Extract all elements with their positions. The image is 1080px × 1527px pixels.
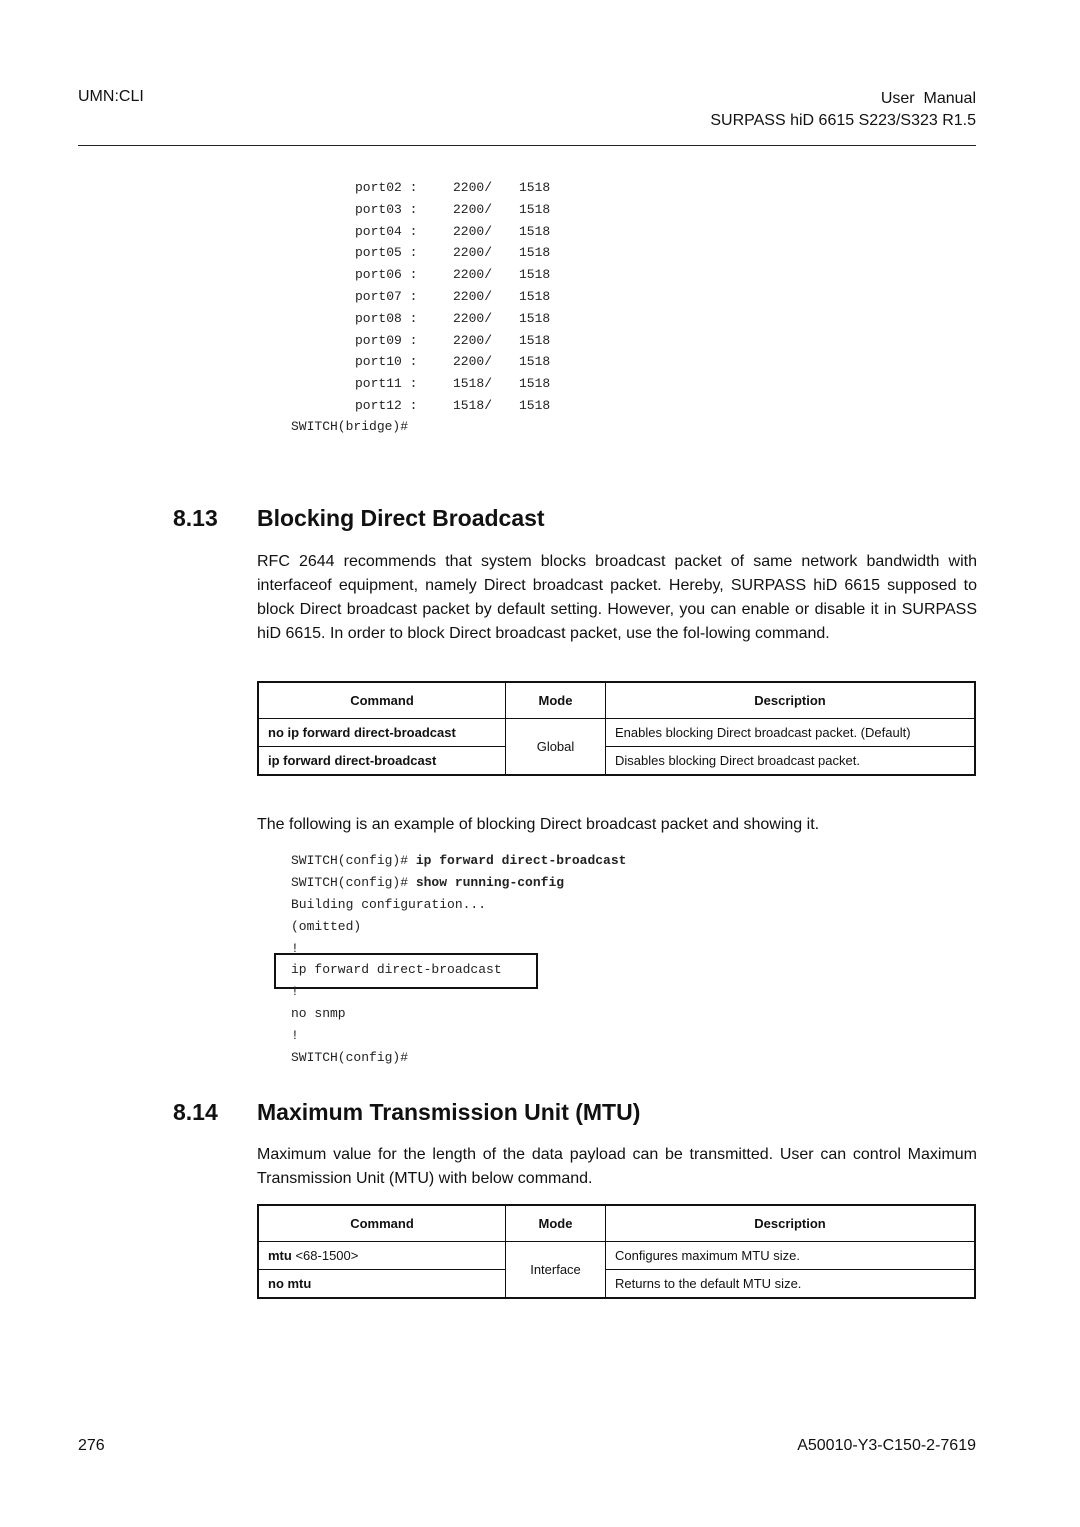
code-line-highlighted: ip forward direct-broadcast — [291, 962, 502, 977]
code-line — [291, 850, 626, 872]
port-name: port11 : — [355, 376, 418, 392]
header-section-label: UMN:CLI — [78, 88, 144, 105]
command-cell: no mtu — [258, 1270, 506, 1299]
page-number: 276 — [78, 1437, 105, 1454]
example-intro: The following is an example of blocking Direct broadcast packet and showing it. — [257, 816, 820, 833]
port-max-value: 2200/ — [453, 267, 493, 283]
command-cell: ip forward direct-broadcast — [258, 747, 506, 776]
port-default-value: 1518 — [519, 398, 551, 413]
port-name: port02 : — [355, 180, 418, 195]
section-title: Blocking Direct Broadcast — [257, 505, 545, 531]
port-name: port04 : — [355, 223, 418, 239]
code-line: ! — [291, 1028, 299, 1043]
port-default-value: 1518 — [519, 180, 551, 195]
command-cell: no ip forward direct-broadcast — [258, 719, 506, 747]
table-row — [258, 719, 975, 747]
port-name: port03 : — [355, 201, 418, 217]
port-max-value: 2200/ — [453, 332, 493, 348]
description-cell: Enables blocking Direct broadcast packet. (Default) — [606, 719, 976, 747]
port-default-value: 1518 — [519, 310, 551, 326]
port-name: port12 : — [355, 398, 418, 413]
prompt-bridge: SWITCH(bridge)# — [291, 419, 409, 434]
description-cell: Disables blocking Direct broadcast packet. — [606, 747, 976, 776]
section-8-14-paragraph: Maximum value for the length of the data payload can be transmitted. User can control Maximum Transmission Unit (MTU) with below command. — [257, 1146, 977, 1187]
table-row — [258, 747, 975, 776]
port-name: port08 : — [355, 310, 418, 326]
port-default-value: 1518 — [519, 289, 551, 304]
table-row — [258, 1242, 975, 1270]
column-header-command: Command — [258, 682, 506, 719]
command-cell — [258, 1242, 506, 1270]
port-name: port05 : — [355, 245, 418, 261]
port-default-value: 1518 — [519, 354, 551, 370]
section-number: 8.13 — [173, 505, 218, 531]
section-number: 8.14 — [173, 1099, 218, 1125]
command-argument: <68-1500> — [291, 1248, 359, 1263]
port-default-value: 1518 — [519, 332, 551, 348]
code-prompt: SWITCH(config)# — [291, 875, 416, 890]
code-line: no snmp — [291, 1006, 346, 1021]
column-header-description: Description — [606, 682, 976, 719]
port-max-value: 2200/ — [453, 201, 493, 217]
column-header-mode: Mode — [506, 1205, 606, 1242]
port-max-value: 2200/ — [453, 289, 493, 304]
code-command: show running-config — [415, 875, 565, 890]
section-8-13-paragraph: RFC 2644 recommends that system blocks broadcast packet of same network bandwidth with interfaceof equipment, namely Direct broadcast packet. Hereby, SURPASS hiD 6615 supposed to block Direct broadcast packet by default setting. However, you can enable or disable it in SURPASS hiD 6615. In order to block Direct broadcast packet, use the fol-lowing command. — [257, 553, 977, 642]
port-max-value: 1518/ — [453, 376, 493, 392]
port-default-value: 1518 — [519, 376, 551, 392]
mtu-command-table — [257, 1204, 976, 1299]
port-default-value: 1518 — [519, 267, 551, 283]
document-id: A50010-Y3-C150-2-7619 — [797, 1437, 976, 1454]
description-cell: Configures maximum MTU size. — [606, 1242, 976, 1270]
port-default-value: 1518 — [519, 223, 551, 239]
port-default-value: 1518 — [519, 245, 551, 261]
port-max-value: 2200/ — [453, 223, 493, 239]
header-manual-label: User Manual — [880, 90, 976, 107]
code-line: ! — [291, 941, 299, 956]
code-line — [291, 872, 564, 894]
port-max-value: 2200/ — [453, 354, 493, 370]
port-name: port07 : — [355, 289, 418, 304]
broadcast-command-table — [257, 681, 976, 776]
table-row — [258, 1270, 975, 1299]
port-name: port09 : — [355, 332, 418, 348]
code-line: SWITCH(config)# — [291, 1050, 409, 1065]
port-name: port06 : — [355, 267, 418, 283]
code-line: (omitted) — [291, 919, 362, 934]
port-max-value: 2200/ — [453, 310, 493, 326]
column-header-command: Command — [258, 1205, 506, 1242]
description-cell: Returns to the default MTU size. — [606, 1270, 976, 1299]
header-divider — [78, 145, 976, 146]
code-line: ! — [291, 984, 299, 999]
code-prompt: SWITCH(config)# — [291, 853, 416, 868]
header-document-title — [710, 88, 976, 132]
code-line: Building configuration... — [291, 897, 487, 912]
port-max-value: 1518/ — [453, 398, 493, 413]
port-max-value: 2200/ — [453, 245, 493, 261]
column-header-description: Description — [606, 1205, 976, 1242]
port-name: port10 : — [355, 354, 418, 370]
port-default-value: 1518 — [519, 201, 551, 217]
mode-cell: Interface — [506, 1242, 606, 1299]
code-command: ip forward direct-broadcast — [415, 853, 627, 868]
column-header-mode: Mode — [506, 682, 606, 719]
section-title: Maximum Transmission Unit (MTU) — [257, 1099, 641, 1125]
header-product-label: SURPASS hiD 6615 S223/S323 R1.5 — [710, 112, 976, 129]
command-keyword: mtu — [268, 1248, 292, 1263]
mode-cell: Global — [506, 719, 606, 776]
port-max-value: 2200/ — [453, 180, 493, 195]
